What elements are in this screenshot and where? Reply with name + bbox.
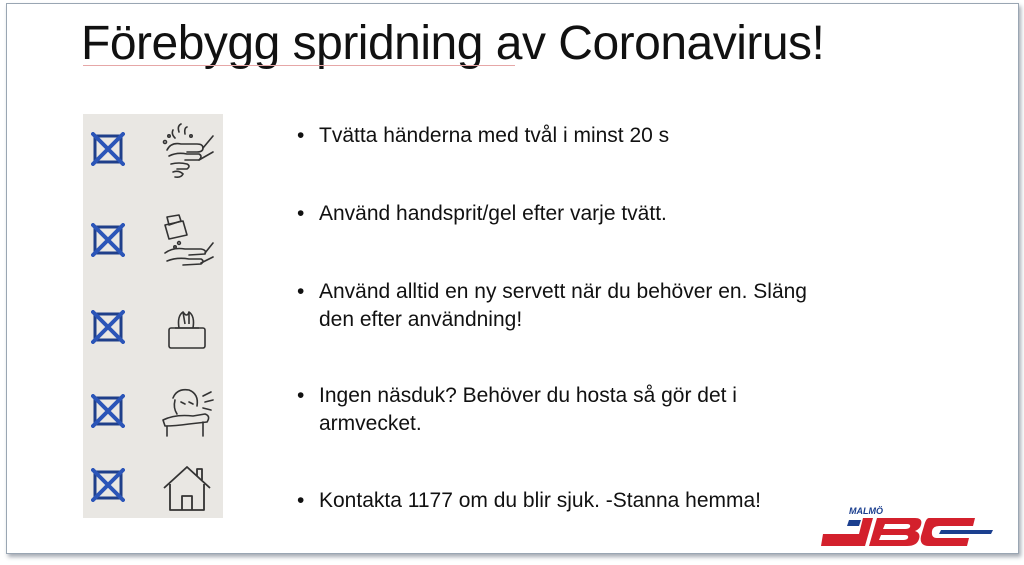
bullet-item: • Ingen näsduk? Behöver du hosta så gör det i armvecket. (297, 384, 737, 435)
tissue-box-icon (163, 306, 211, 352)
handwashing-icon (157, 122, 217, 180)
checklist-row (83, 211, 223, 271)
checklist-row (83, 120, 223, 180)
checklist-row (83, 380, 223, 440)
cough-into-elbow-icon (159, 386, 215, 438)
bullet-marker: • (297, 489, 305, 512)
hand-sanitizer-icon (157, 213, 217, 271)
bullet-marker: • (297, 280, 305, 303)
checked-box-icon (91, 310, 125, 344)
slide (6, 3, 1019, 554)
lbc-logo (819, 504, 995, 548)
checklist-row (83, 458, 223, 518)
house-icon (161, 464, 213, 514)
checklist-row (83, 298, 223, 358)
bullet-marker: • (297, 124, 305, 147)
checked-box-icon (91, 132, 125, 166)
bullet-marker: • (297, 202, 305, 225)
checked-box-icon (91, 394, 125, 428)
checklist-photo (83, 114, 223, 518)
spellcheck-underline (83, 65, 515, 66)
bullet-marker: • (297, 384, 305, 407)
bullet-item: • Tvätta händerna med tvål i minst 20 s (297, 122, 857, 150)
svg-text:MALMÖ: MALMÖ (849, 506, 883, 516)
checked-box-icon (91, 223, 125, 257)
checked-box-icon (91, 468, 125, 502)
bullet-item: • Använd alltid en ny servett när du behöver en. Släng den efter användning! (297, 280, 807, 331)
bullet-item: • Kontakta 1177 om du blir sjuk. -Stanna hemma! (297, 487, 837, 515)
bullet-item: • Använd handsprit/gel efter varje tvätt. (297, 200, 857, 228)
slide-title: Förebygg spridning av Coronavirus! (81, 17, 825, 70)
